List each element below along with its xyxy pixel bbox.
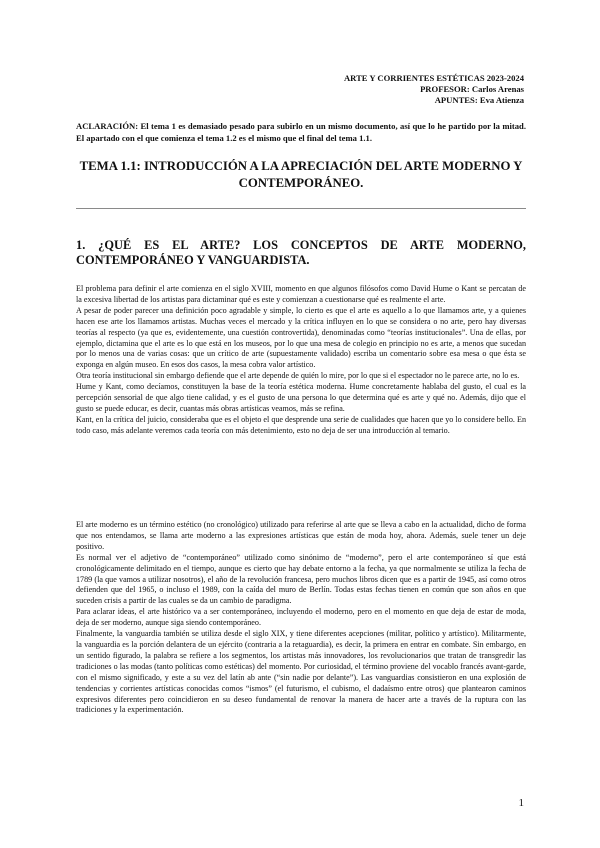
profesor-value: : Carlos Arenas — [466, 84, 524, 94]
paragraph: El arte moderno es un término estético (no cronológico) utilizado para referirse al arte que se lleva a cabo en la actualidad, dicho de forma que nos entendamos, se llama arte moderno a las expresiones artísticas que están de moda hoy, ahora. Además, suele tener un deje positivo. — [76, 520, 526, 551]
document-header — [344, 73, 524, 106]
section-title: 1. ¿QUÉ ES EL ARTE? LOS CONCEPTOS DE ARTE MODERNO, CONTEMPORÁNEO Y VANGUARDISTA. — [76, 238, 526, 267]
page-number: 1 — [518, 797, 524, 809]
paragraph: Kant, en la crítica del juicio, consideraba que es el objeto el que desprende una serie de cualidades que hacen que yo lo considere bello. En todo caso, más adelante veremos cada teoría con más detenimiento, esto no deja de ser una introducción al temario. — [76, 414, 526, 435]
aclaracion-note — [76, 121, 526, 144]
horizontal-divider — [76, 208, 526, 209]
paragraph: Para aclarar ideas, el arte histórico va a ser contemporáneo, incluyendo el moderno, pero en el momento en que deja de estar de moda, deja de ser moderno, aunque siga siendo contemporáneo. — [76, 607, 526, 628]
apuntes-label: APUNTES — [434, 95, 475, 105]
course-title: ARTE Y CORRIENTES ESTÉTICAS 2023-2024 — [343, 73, 524, 83]
profesor-line — [344, 84, 524, 95]
body-block-1 — [76, 284, 526, 437]
paragraph: El problema para definir el arte comienza en el siglo XVIII, momento en que algunos filósofos como David Hume o Kant se percatan de la excesiva libertad de los artistas para dictaminar qué es este y comienzan a cuestionarse qué es realmente el arte. — [76, 284, 526, 304]
aclaracion-label: ACLARACIÓN — [76, 121, 136, 131]
paragraph: Finalmente, la vanguardia también se utiliza desde el siglo XIX, y tiene diferentes acepciones (militar, político y artístico). Militarmente, la vanguardia es la porción delantera de un ejército (contraria a la retaguardia), es decir, la primera en entrar en combate. Sin embargo, en un sentido figurado, la palabra se refiere a los segmentos, los artistas más innovadores, los revolucionarios que tratan de transgredir las tradiciones o las modas (tanto políticas como estéticas) del momento. Por curiosidad, el término proviene del vocablo francés avant-garde, con el mismo significado, y este a su vez del latín ab ante (“sin nadie por delante”). Las vanguardias consistieron en una explosión de tendencias y corrientes artísticas conocidas comos “ismos” (el futurismo, el cubismo, el dadaísmo entre otros) que plantearon caminos expresivos diferentes pero coincidieron en su deseo fundamental de renovar la manera de hacer arte a través de la ruptura con las tradiciones y la experimentación. — [76, 629, 526, 715]
paragraph: Hume y Kant, como decíamos, constituyen la base de la teoría estética moderna. Hume concretamente hablaba del gusto, el cual es la percepción sensorial de que algo tiene calidad, y es el gusto de una persona lo que determina qué es arte y qué no. Además, dijo que el gusto se puede educar, es decir, cuantas más obras artísticas veamos, más se refina. — [76, 382, 526, 413]
body-block-2 — [76, 520, 526, 716]
aclaracion-text: : El tema 1 es demasiado pesado para subirlo en un mismo documento, así que lo he partido por la mitad. El apartado con el que comienza el tema 1.2 es el mismo que el final del tema 1.1. — [76, 121, 526, 143]
paragraph: A pesar de poder parecer una definición poco agradable y simple, lo cierto es que el arte es aquello a lo que llamamos arte, y a quienes hacen ese arte los llamamos artistas. Muchas veces el mercado y la crítica influyen en lo que se considera o no arte, pero hay diversas teorías al respecto (ya que es, evidentemente, una cuestión controvertida), denominadas como “teorías institucionales”. Una de ellas, por ejemplo, dictamina que el arte es lo que está en los museos, por lo que una mesa de colegio en principio no es arte, a menos que sucedan por lo menos una de varias cosas: que un crítico de arte (supuestamente validado) escriba un comentario sobre esa mesa o que ésta se exponga en algún museo. En esos dos casos, la mesa cobra valor artístico. — [76, 305, 526, 370]
tema-title: TEMA 1.1: INTRODUCCIÓN A LA APRECIACIÓN DEL ARTE MODERNO Y CONTEMPORÁNEO. — [79, 159, 523, 190]
profesor-label: PROFESOR — [420, 84, 467, 94]
paragraph: Es normal ver el adjetivo de “contemporáneo” utilizado como sinónimo de “moderno”, pero el arte contemporáneo sí que está cronológicamente delimitado en el tiempo, aunque es cierto que hay debate entorno a la fecha, ya que normalmente se utiliza la fecha de 1789 (la que vamos a utilizar nosotros), el año de la revolución francesa, pero muchos libros dicen que es a partir de 1945, así como otros defienden que del 1965, o incluso el 1989, con la caída del muro de Berlín. Todas estas fechas tienen en común que son años en que suceden crisis a partir de las cuales se da un cambio de paradigma. — [76, 552, 526, 606]
apuntes-line — [344, 95, 524, 106]
apuntes-value: : Eva Atienza — [474, 95, 524, 105]
paragraph: Otra teoría institucional sin embargo defiende que el arte depende de quién lo mire, por lo que si el espectador no le parece arte, no lo es. — [76, 371, 520, 381]
